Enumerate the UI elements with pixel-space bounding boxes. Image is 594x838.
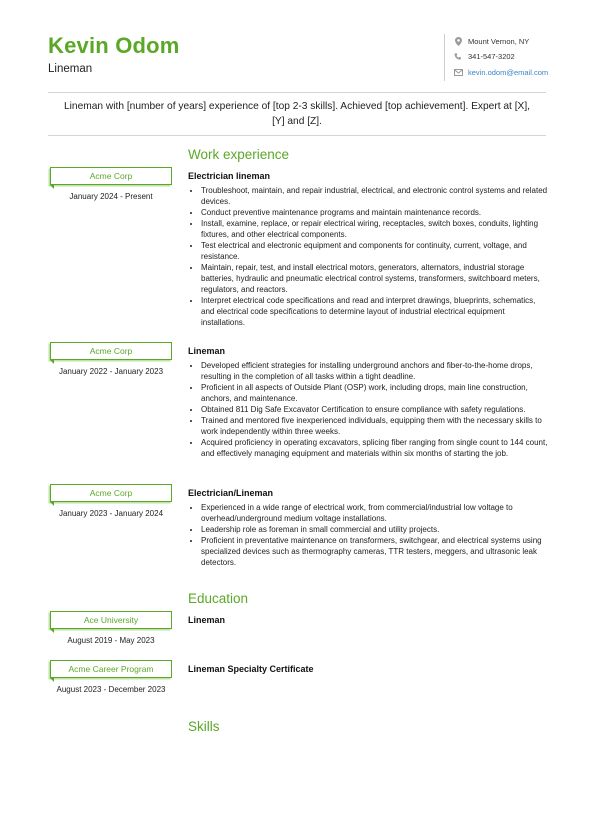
job-title: Electrician/Lineman (188, 488, 274, 498)
company-tag: Acme Corp (50, 342, 172, 360)
contact-email[interactable] (453, 65, 573, 79)
section-title-education: Education (188, 591, 249, 606)
job-bullets (188, 185, 548, 328)
education-dates: August 2023 - December 2023 (56, 685, 166, 694)
job-entry (188, 488, 548, 568)
list-item: • Experienced in a wide range of electrical work, from commercial/industrial low voltage to overhead/underground medium voltage installations. (201, 502, 548, 524)
list-item: • Acquired proficiency in operating excavators, splicing fiber ranging from single count to 144 count, and effectively managing equipment and materials within six months of starting the job. (201, 437, 548, 459)
list-item: • Conduct preventive maintenance programs and maintain maintenance records. (201, 207, 548, 218)
contact-block (444, 34, 573, 81)
job-entry (188, 171, 548, 328)
education-dates: August 2019 - May 2023 (67, 636, 155, 645)
phone-icon (453, 53, 463, 61)
list-item: • Test electrical and electronic equipment and components for continuity, current, voltage, and resistance. (201, 240, 548, 262)
candidate-role: Lineman (48, 63, 93, 75)
contact-location: Mount Vernon, NY (453, 34, 573, 48)
list-item: • Proficient in preventative maintenance on transformers, switchgear, and electrical systems using specialized devices such as thermography cameras, TTR testers, meggers, and ultrasonic leak detectors. (201, 535, 548, 568)
contact-phone: 341-547-3202 (453, 50, 573, 64)
job-bullets (188, 502, 548, 568)
list-item: • Obtained 811 Dig Safe Excavator Certification to ensure compliance with safety regulations. (201, 404, 548, 415)
school-tag: Ace University (50, 611, 172, 629)
divider (48, 135, 546, 136)
degree-title: Lineman (188, 615, 226, 625)
list-item: • Interpret electrical code specifications and read and interpret drawings, blueprints, schematics, and electrical code specifications to determine layout of industrial electrical equipment installations. (201, 295, 548, 328)
divider (48, 92, 546, 93)
job-entry (188, 346, 548, 459)
email-link[interactable]: kevin.odom@email.com (468, 67, 549, 77)
job-title: Electrician lineman (188, 171, 271, 181)
list-item: • Install, examine, replace, or repair electrical wiring, receptacles, switch boxes, conduits, lighting fixtures, and other electrical components. (201, 218, 548, 240)
company-tag: Acme Corp (50, 484, 172, 502)
list-item: • Troubleshoot, maintain, and repair industrial, electrical, and electronic control systems and related devices. (201, 185, 548, 207)
list-item: • Leadership role as foreman in small commercial and utility projects. (201, 524, 548, 535)
summary: Lineman with [number of years] experience of [top 2-3 skills]. Achieved [top achievement]. Expert at [X], [Y] and [Z]. (63, 101, 531, 127)
list-item: • Maintain, repair, test, and install electrical motors, generators, alternators, industrial storage batteries, hydraulic and pneumatic electrical control systems, transformers, switchboard meters, regulators, and reactors. (201, 262, 548, 295)
degree-title: Lineman Specialty Certificate (188, 664, 314, 674)
job-bullets (188, 360, 548, 459)
list-item: • Trained and mentored five inexperienced individuals, equipping them with the necessary skills to work independently within three weeks. (201, 415, 548, 437)
map-pin-icon (453, 37, 463, 46)
job-title: Lineman (188, 346, 226, 356)
list-item: • Proficient in all aspects of Outside Plant (OSP) work, including drops, main line construction, anchors, and maintenance. (201, 382, 548, 404)
section-title-experience: Work experience (188, 147, 290, 162)
school-tag: Acme Career Program (50, 660, 172, 678)
candidate-name: Kevin Odom (48, 33, 180, 58)
job-dates: January 2024 - Present (69, 192, 153, 201)
list-item: • Developed efficient strategies for installing underground anchors and fiber-to-the-home drops, resulting in the completion of all tasks within a tight deadline. (201, 360, 548, 382)
section-title-skills: Skills (188, 719, 220, 734)
education-entry (188, 664, 548, 678)
company-tag: Acme Corp (50, 167, 172, 185)
job-dates: January 2022 - January 2023 (58, 367, 164, 376)
education-entry (188, 615, 548, 629)
envelope-icon (453, 69, 463, 76)
resume-header (0, 0, 594, 92)
job-dates: January 2023 - January 2024 (58, 509, 164, 518)
